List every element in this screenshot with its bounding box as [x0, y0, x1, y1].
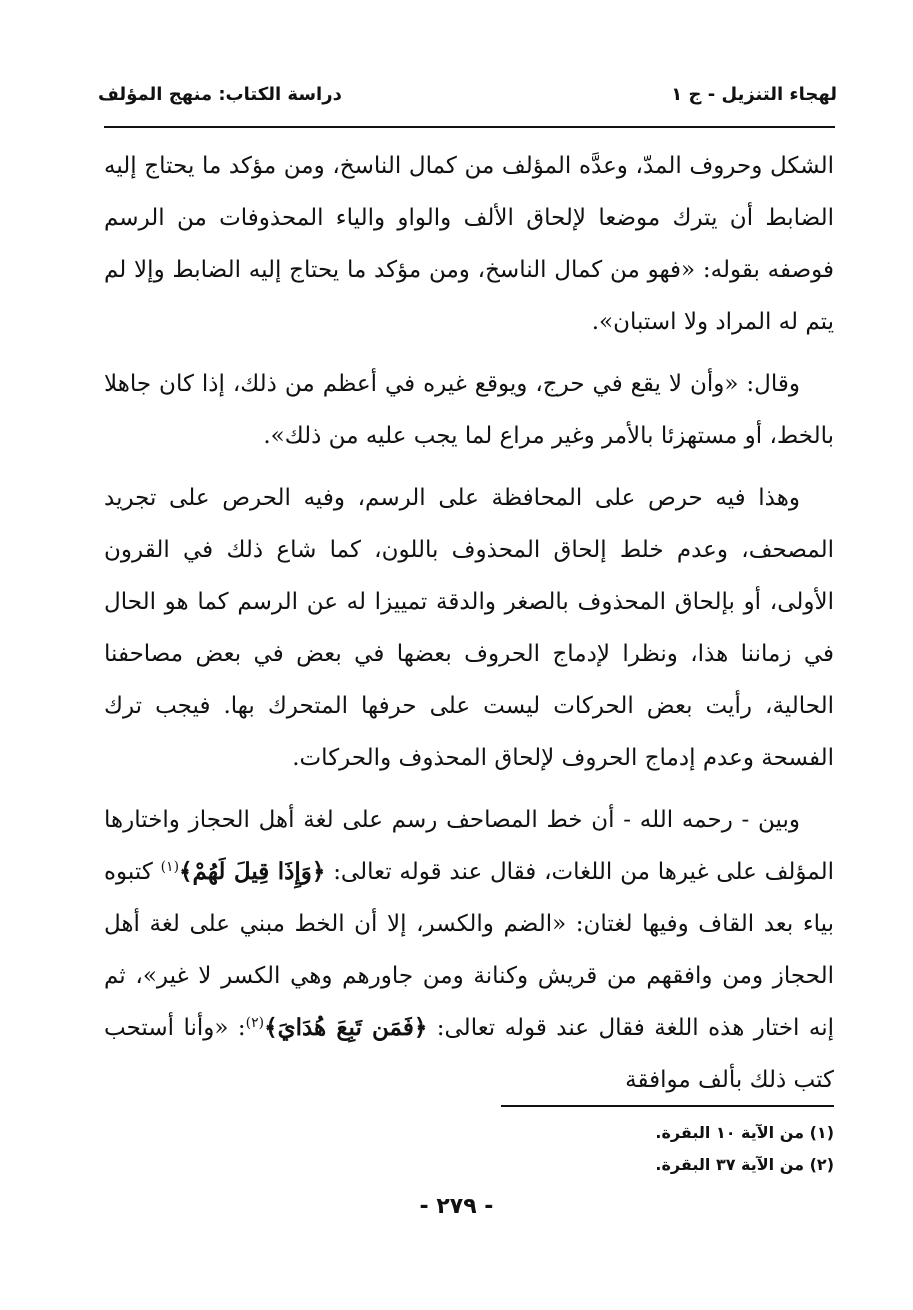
footnote-2: (٢) من الآية ٣٧ البقرة. — [655, 1155, 834, 1174]
quran-quote-2: فَمَن تَبِعَ هُدَايَ — [277, 1014, 414, 1041]
quran-close-bracket: ﴾ — [179, 858, 193, 885]
main-text — [104, 140, 834, 1106]
footnotes — [104, 1117, 834, 1181]
paragraph-2: وقال: «وأن لا يقع في حرج، ويوقع غيره في أعظم من ذلك، إذا كان جاهلا بالخط، أو مستهزئا بالأمر وغير مراع لما يجب عليه من ذلك». — [104, 371, 834, 449]
header-rule — [104, 126, 835, 128]
footnote-1: (١) من الآية ١٠ البقرة. — [655, 1123, 834, 1142]
page-number: - ٢٧٩ - — [419, 1194, 494, 1219]
paragraph-4-part-1: وبين - رحمه الله - أن خط المصاحف رسم على لغة أهل الحجاز واختارها المؤلف على غيرها من اللغات، فقال عند قوله تعالى: — [104, 807, 834, 885]
footnote-reference-2[interactable]: (٢) — [245, 1015, 265, 1031]
quran-open-bracket: ﴿ — [311, 858, 326, 885]
paragraph-3: وهذا فيه حرص على المحافظة على الرسم، وفيه الحرص على تجريد المصحف، وعدم خلط إلحاق المحذوف باللون، كما شاع ذلك في القرون الأولى، أو بإلحاق المحذوف بالصغر والدقة تمييزا له عن الرسم كما هو الحال في زماننا هذا، ونظرا لإدماج الحروف بعضها في بعض في بعض مصاحفنا الحالية، رأيت بعض الحركات ليست على حرفها المتحرك بها. فيجب ترك الفسحة وعدم إدماج الحروف لإلحاق المحذوف والحركات. — [104, 485, 834, 771]
quran-close-bracket: ﴾ — [264, 1014, 278, 1041]
paragraph-4-part-3: : «وأنا أستحب كتب ذلك بألف موافقة — [104, 1015, 834, 1093]
footnote-rule — [501, 1105, 834, 1107]
footnote-reference-1[interactable]: (١) — [160, 859, 180, 875]
paragraph-1: الشكل وحروف المدّ، وعدَّه المؤلف من كمال الناسخ، ومن مؤكد ما يحتاج إليه الضابط أن يترك موضعا لإلحاق الألف والواو والياء المحذوفات من الرسم فوصفه بقوله: «فهو من كمال الناسخ، ومن مؤكد ما يحتاج إليه الضابط وإلا لم يتم له المراد ولا استبان». — [104, 153, 834, 335]
quran-quote-1: وَإِذَا قِيلَ لَهُمْ — [192, 858, 312, 885]
running-header — [98, 84, 837, 118]
chapter-title-header: دراسة الكتاب: منهج المؤلف — [98, 84, 342, 105]
book-title-header: لهجاء التنزيل - ج ١ — [671, 84, 837, 105]
paragraph-4-part-2: كتبوه بياء بعد القاف وفيها لغتان: «الضم والكسر، إلا أن الخط مبني على لغة أهل الحجاز ومن وافقهم من قريش وكنانة ومن جاورهم وهي الكسر لا غير»، ثم إنه اختار هذه اللغة فقال عند قوله تعالى: — [104, 859, 835, 1041]
quran-open-bracket: ﴿ — [413, 1014, 428, 1041]
paragraph-4 — [104, 794, 834, 1106]
